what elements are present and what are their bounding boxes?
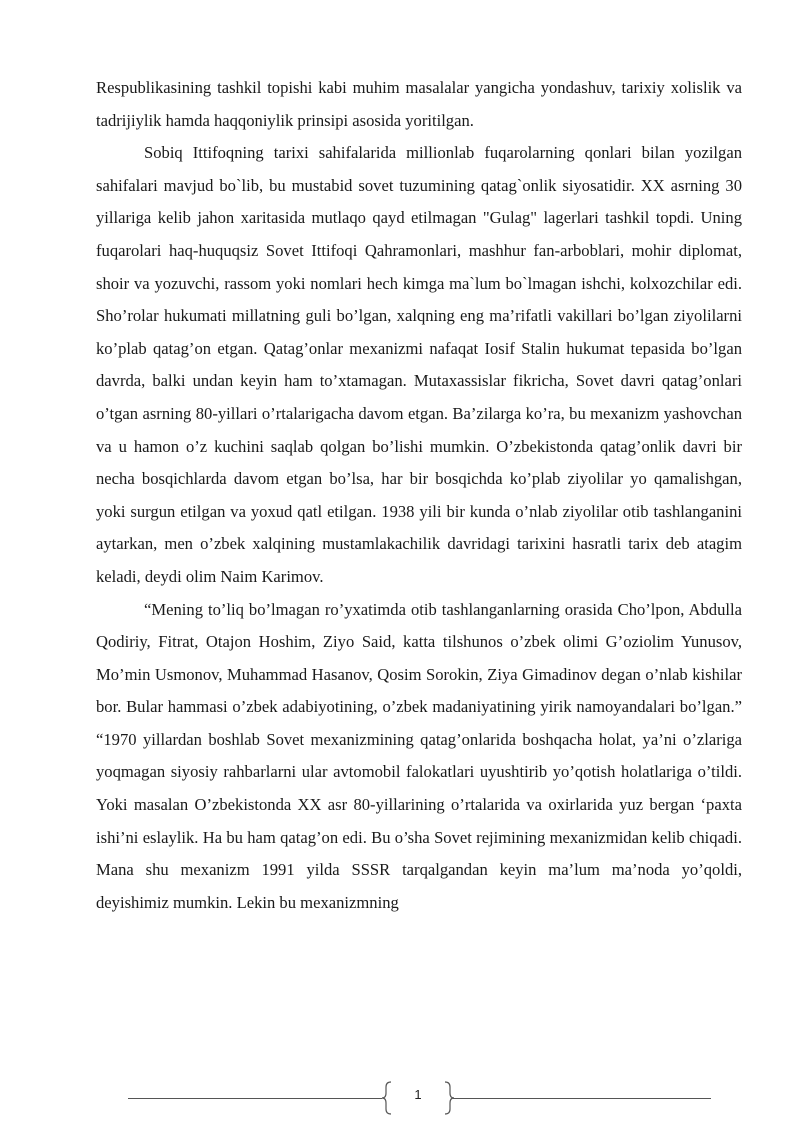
- footer-rule-right: [453, 1098, 711, 1099]
- paragraph-3: “Mening to’liq bo’lmagan ro’yxatimda otib tashlanganlarning orasida Cho’lpon, Abdulla Qodiriy, Fitrat, Otajon Hoshim, Ziyo Said, katta tilshunos o’zbek olimi G’oziolim Yunusov, Mo’min Usmonov, Muhammad Hasanov, Qosim Sorokin, Ziya Gimadinov degan o’nlab kishilar bor. Bular hammasi o’zbek adabiyotining, o’zbek madaniyatining yirik namoyandalari bo’lgan.” “1970 yillardan boshlab Sovet mexanizmining qatag’onlarida boshqacha holat, ya’ni o’zlariga yoqmagan siyosiy rahbarlarni ular avtomobil falokatlari uyushtirib yo’qotish holatlariga o’tildi. Yoki masalan O’zbekistonda XX asr 80-yillarining o’rtalarida va oxirlarida yuz bergan ‘paxta ishi’ni eslaylik. Ha bu ham qatag’on edi. Bu o’sha Sovet rejimining mexanizmidan kelib chiqadi. Mana shu mexanizm 1991 yilda SSSR tarqalgandan keyin ma’lum ma’noda yo’qoldi, deyishimiz mumkin. Lekin bu mexanizmning: [96, 599, 742, 912]
- body-text: [96, 72, 742, 919]
- page-number: 1: [414, 1087, 422, 1102]
- paragraph-2: Sobiq Ittifoqning tarixi sahifalarida millionlab fuqarolarning qonlari bilan yozilgan sahifalari mavjud bo`lib, bu mustabid sovet tuzumining qatag`onlik siyosatidir. XX asrning 30 yillariga kelib jahon xaritasida mutlaqo qayd etilmagan "Gulag" lagerlari tashkil topdi. Uning fuqarolari haq-huquqsiz Sovet Ittifoqi Qahramonlari, mashhur fan-arboblari, mohir diplomat, shoir va yozuvchi, rassom yoki nomlari hech kimga ma`lum bo`lmagan ishchi, kolxozchilar edi. Sho’rolar hukumati millatning guli bo’lgan, xalqning eng ma’rifatli vakillari bo’lgan ziyolilarni ko’plab qatag’on etgan. Qatag’onlar mexanizmi nafaqat Iosif Stalin hukumat tepasida bo’lgan davrda, balki undan keyin ham to’xtamagan. Mutaxassislar fikricha, Sovet davri qatag’onlari o’tgan asrning 80-yillari o’rtalarigacha davom etgan. Ba’zilarga ko’ra, bu mexanizm yashovchan va u hamon o’z kuchini saqlab qolgan bo’lishi mumkin. O’zbekistonda qatag’onlik davri bir necha bosqichlarda davom etgan bo’lsa, har bir bosqichda ko’plab ziyolilar yo qamalishgan, yoki surgun etilgan va yoxud qatl etilgan. 1938 yili bir kunda o’nlab ziyolilar otib tashlanganini aytarkan, men o’zbek xalqining mustamlakachilik davridagi tarixini hasratli tarix deb atagim keladi, deydi olim Naim Karimov.: [96, 143, 742, 586]
- footer-rule-left: [128, 1098, 382, 1099]
- page-footer: [0, 1076, 800, 1116]
- paragraph-1: Respublikasining tashkil topishi kabi muhim masalalar yangicha yondashuv, tarixiy xolislik va tadrijiylik hamda haqqoniylik prinsipi asosida yoritilgan.: [96, 78, 742, 130]
